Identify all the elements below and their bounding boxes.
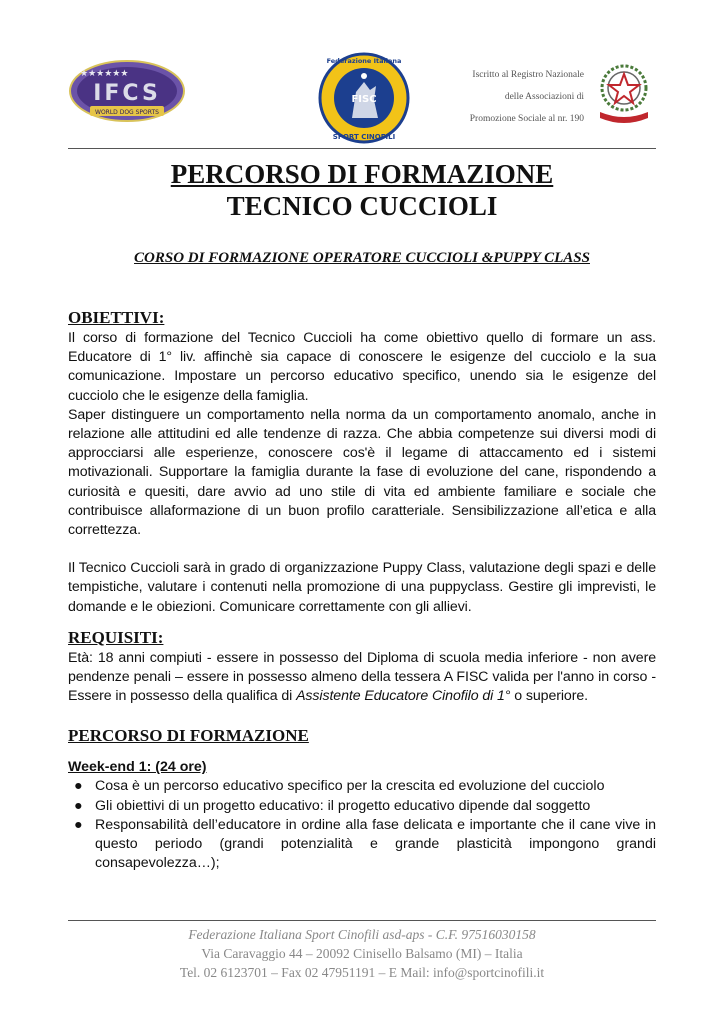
obiettivi-heading: OBIETTIVI: <box>68 308 165 327</box>
footer <box>0 925 724 982</box>
week-end-1-label: Week-end 1: (24 ore) <box>68 759 207 776</box>
svg-text:SPORT CINOFILI: SPORT CINOFILI <box>332 133 396 141</box>
footer-divider <box>68 920 656 921</box>
list-item <box>68 816 656 874</box>
course-subtitle: CORSO DI FORMAZIONE OPERATORE CUCCIOLI &PUPPY CLASS <box>134 250 590 266</box>
requisiti-heading: REQUISITI: <box>68 627 164 647</box>
obiettivi-paragraph-1: Il corso di formazione del Tecnico Cuccioli ha come obiettivo quello di formare un ass. Educatore di 1° liv. affinchè sia capace di conoscere le esigenze del cucciolo e la sua comunicazione. Impostare un percorso educativo specifico, unendo sia le esigenze del cucciolo che le esigenze della famiglia. <box>68 330 656 404</box>
svg-text:★★★★★★: ★★★★★★ <box>80 69 129 79</box>
ifcs-logo-text: IFCS <box>93 81 161 106</box>
document-body <box>68 307 656 873</box>
obiettivi-paragraph-3: Il Tecnico Cuccioli sarà in grado di organizzazione Puppy Class, valutazione degli spazi e delle tempistiche, valutare i contenuti nella promozione di una puppyclass. Gestire gli imprevisti, le domande e le obiezioni. Comunicare correttamente con gli allievi. <box>68 560 656 615</box>
page-title-line-1: PERCORSO DI FORMAZIONE <box>170 159 554 189</box>
fisc-logo <box>318 52 410 144</box>
list-item-text: Cosa è un percorso educativo specifico per la crescita ed evoluzione del cucciolo <box>95 778 605 795</box>
svg-text:Federazione Italiana: Federazione Italiana <box>326 57 402 65</box>
registry-line-3: Promozione Sociale al nr. 190 <box>469 114 584 124</box>
footer-address-line: Via Caravaggio 44 – 20092 Cinisello Balsamo (MI) – Italia <box>201 946 523 961</box>
registry-line-2: delle Associazioni di <box>504 92 584 102</box>
ifcs-logo <box>68 58 186 124</box>
list-item <box>68 777 656 796</box>
list-item <box>68 797 656 816</box>
registry-line-1: Iscritto al Registro Nazionale <box>472 70 584 80</box>
italian-republic-emblem <box>592 58 656 124</box>
obiettivi-paragraph-2: Saper distinguere un comportamento nella norma da un comportamento anomalo, anche in relazione alle attitudini ed alle tendenze di razza. Che abbia competenze sui diversi modi di approcciarsi alle esperienze, conoscere cos'è il legame di attaccamento ed i sistemi motivazionali. Supportare la famiglia durante la fase di evoluzione del cane, rispondendo a curiosità e quesiti, dare avvio ad uno stile di vita ed ambiente familiare e sociale che contribuisce allaformazione di un buon profilo caratteriale. Sensibilizzazione all’etica e alla correttezza. <box>68 406 656 539</box>
registry-notice <box>404 64 584 130</box>
requisiti-qualification: Assistente Educatore Cinofilo di 1° <box>296 688 511 705</box>
footer-org-line: Federazione Italiana Sport Cinofili asd-aps - C.F. 97516030158 <box>188 927 536 942</box>
requisiti-paragraph <box>68 649 656 707</box>
ifcs-logo-banner: WORLD DOG SPORTS <box>95 109 159 116</box>
fisc-logo-text: FISC <box>351 94 377 105</box>
list-item-text: Gli obiettivi di un progetto educativo: il progetto educativo dipende dal soggetto <box>95 797 591 814</box>
requisiti-text: Età: 18 anni compiuti - essere in possesso del Diploma di scuola media inferiore - non avere pendenze penali – essere in possesso almeno della tessera A FISC valida per l'anno in corso - Essere in possesso della qualifica di <box>68 649 656 705</box>
letterhead <box>0 0 724 150</box>
bullet-icon: ● <box>74 816 83 833</box>
list-item-text: Responsabilità dell’educatore in ordine alla fase delicata e importante che il cane vive in questo periodo (grandi potenzialità e grande plasticità impongono grandi consapevolezza…); <box>95 816 656 872</box>
page-title-line-2: TECNICO CUCCIOLI <box>226 191 498 221</box>
requisiti-text-end: o superiore. <box>510 688 588 705</box>
bullet-icon: ● <box>74 778 83 795</box>
bullet-icon: ● <box>74 797 83 814</box>
header-divider <box>68 148 656 149</box>
percorso-heading: PERCORSO DI FORMAZIONE <box>68 726 309 746</box>
footer-contact-line: Tel. 02 6123701 – Fax 02 47951191 – E Mail: info@sportcinofili.it <box>179 965 545 980</box>
week-end-1-list <box>68 777 656 873</box>
